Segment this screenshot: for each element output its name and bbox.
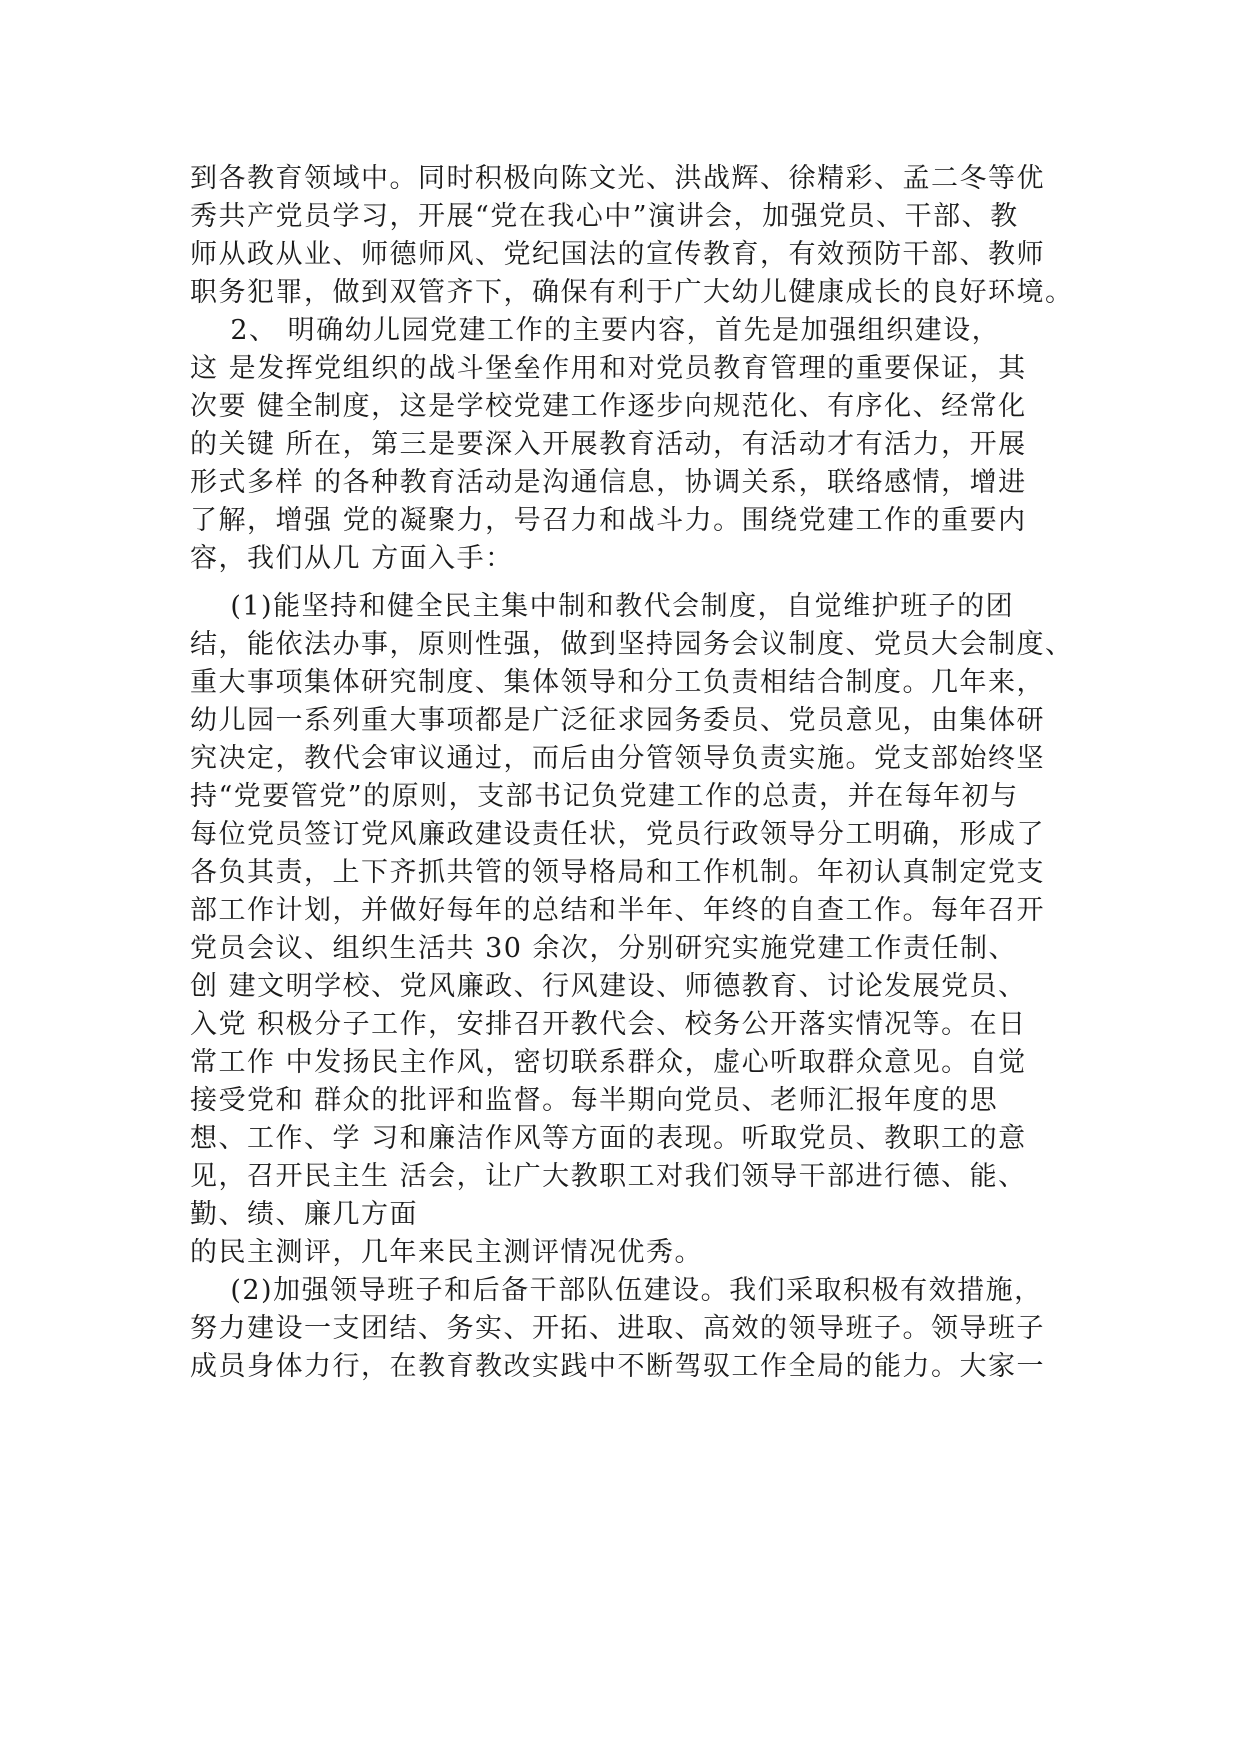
text-line: 形式多样 的各种教育活动是沟通信息，协调关系，联络感情，增进 <box>190 467 1027 498</box>
text-line: 职务犯罪，做到双管齐下，确保有利于广大幼儿健康成长的良好环境。 <box>190 277 1074 308</box>
text-line: 2、 明确幼儿园党建工作的主要内容，首先是加强组织建设， <box>190 315 1001 346</box>
text-line: 努力建设一支团结、务实、开拓、进取、高效的领导班子。领导班子 <box>190 1313 1045 1344</box>
document-page <box>190 160 1074 1386</box>
paragraph-gap <box>190 578 1050 588</box>
text-line: 入党 积极分子工作，安排召开教代会、校务公开落实情况等。在日 <box>190 1009 1027 1040</box>
text-line: 部工作计划，并做好每年的总结和半年、年终的自查工作。每年召开 <box>190 895 1045 926</box>
text-line: 结，能依法办事，原则性强，做到坚持园务会议制度、党员大会制度、 <box>190 629 1074 660</box>
text-line: 各负其责，上下齐抓共管的领导格局和工作机制。年初认真制定党支 <box>190 857 1045 888</box>
text-line: 这 是发挥党组织的战斗堡垒作用和对党员教育管理的重要保证，其 <box>190 353 1027 384</box>
text-line: 师从政从业、师德师风、党纪国法的宣传教育，有效预防干部、教师 <box>190 239 1045 270</box>
text-line: 幼儿园一系列重大事项都是广泛征求园务委员、党员意见，由集体研 <box>190 705 1045 736</box>
text-line: 创 建文明学校、党风廉政、行风建设、师德教育、讨论发展党员、 <box>190 971 1027 1002</box>
text-line: 到各教育领域中。同时积极向陈文光、洪战辉、徐精彩、孟二冬等优 <box>190 163 1045 194</box>
text-line: 成员身体力行，在教育教改实践中不断驾驭工作全局的能力。大家一 <box>190 1351 1045 1382</box>
text-line: 党员会议、组织生活共 30 余次，分别研究实施党建工作责任制、 <box>190 933 1018 964</box>
text-line: (1)能坚持和健全民主集中制和教代会制度，自觉维护班子的团 <box>190 591 1015 622</box>
text-line: 究决定，教代会审议通过，而后由分管领导负责实施。党支部始终坚 <box>190 743 1045 774</box>
text-line: 秀共产党员学习，开展“党在我心中”演讲会，加强党员、干部、教 <box>190 201 1019 232</box>
text-line: 常工作 中发扬民主作风，密切联系群众，虚心听取群众意见。自觉 <box>190 1047 1027 1078</box>
text-line: 想、工作、学 习和廉洁作风等方面的表现。听取党员、教职工的意 <box>190 1123 1027 1154</box>
text-line: (2)加强领导班子和后备干部队伍建设。我们采取积极有效措施， <box>190 1275 1043 1306</box>
text-line: 的关键 所在，第三是要深入开展教育活动，有活动才有活力，开展 <box>190 429 1027 460</box>
text-line: 的民主测评，几年来民主测评情况优秀。 <box>190 1237 703 1268</box>
text-line: 勤、绩、廉几方面 <box>190 1199 418 1230</box>
text-line: 持“党要管党”的原则，支部书记负党建工作的总责，并在每年初与 <box>190 781 1019 812</box>
text-line: 重大事项集体研究制度、集体领导和分工负责相结合制度。几年来， <box>190 667 1045 698</box>
text-line: 次要 健全制度，这是学校党建工作逐步向规范化、有序化、经常化 <box>190 391 1027 422</box>
text-line: 容，我们从几 方面入手： <box>190 543 514 574</box>
text-line: 见，召开民主生 活会，让广大教职工对我们领导干部进行德、能、 <box>190 1161 1027 1192</box>
text-line: 每位党员签订党风廉政建设责任状，党员行政领导分工明确，形成了 <box>190 819 1045 850</box>
text-line: 接受党和 群众的批评和监督。每半期向党员、老师汇报年度的思 <box>190 1085 999 1116</box>
text-line: 了解，增强 党的凝聚力，号召力和战斗力。围绕党建工作的重要内 <box>190 505 1027 536</box>
